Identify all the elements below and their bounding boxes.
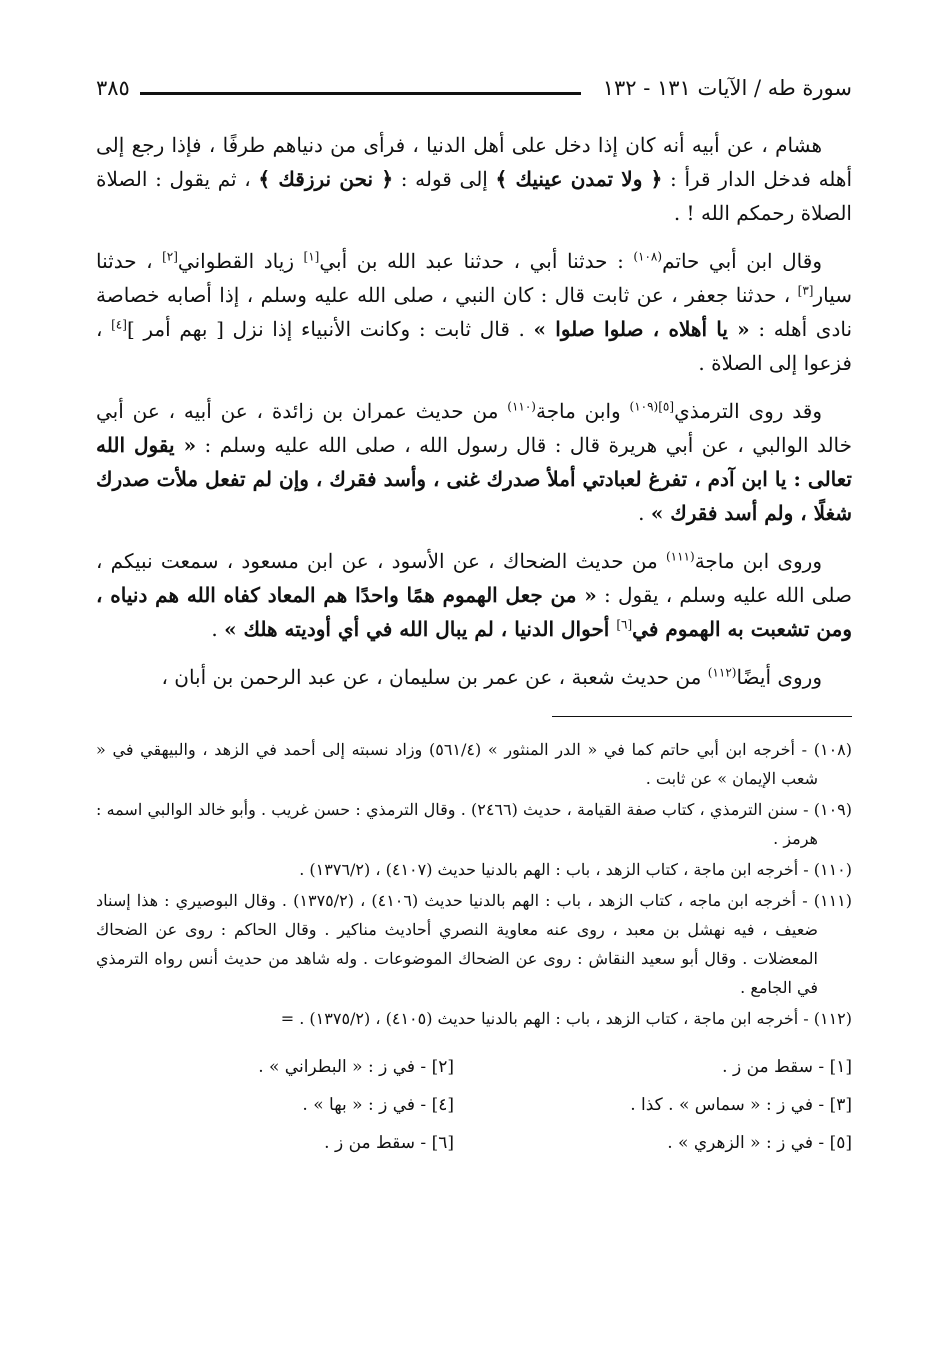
paragraph [96,660,852,694]
main-text [96,128,852,694]
text-run: وقد روى الترمذي [674,399,822,423]
footnote-separator [552,716,852,717]
manuscript-note: [٣] - في ز : « سماس » . كذا . [630,1095,852,1115]
running-header [96,68,852,108]
quoted-text: « يقول الله تعالى : يا ابن آدم ، تفرغ لعبادتي أملأ صدرك غنى ، وأسد فقرك ، وإن لم تفعل ملأت صدرك شغلًا ، ولم أسد فقرك » [96,433,852,525]
manuscript-note: [٢] - في ز : « البطراني » . [258,1057,454,1077]
note-reference: (١١١) [665,549,695,564]
paragraph [96,128,852,230]
text-run: إلى قوله : [393,167,496,191]
note-reference: (١١٢) [707,665,737,680]
paragraph [96,394,852,530]
footnotes [96,735,852,1033]
text-run: ، ثم يقول : الصلاة الصلاة رحمكم الله ! . [96,167,852,225]
quoted-text: « من جعل الهموم همًا واحدًا هم المعاد كفاه الله هم دنياه ، ومن تشعبت به الهموم في [96,583,852,641]
manuscript-note: [٥] - في ز : « الزهري » . [667,1133,852,1153]
quoted-text: « يا أهلاه ، صلوا صلوا » [533,317,750,341]
note-reference: [١] [303,249,320,264]
text-run: وروى ابن ماجة [694,549,822,573]
manuscript-notes [96,1051,852,1159]
text-run: من حديث الضحاك ، عن الأسود ، عن ابن مسعود ، سمعت نبيكم ، صلى الله عليه وسلم ، يقول : [96,549,852,607]
note-reference: [٣] [797,283,814,298]
footnote: (١٠٨) - أخرجه ابن أبي حاتم كما في « الدر المنثور » (٥٦١/٤) وزاد نسبته إلى أحمد في الزهد ، والبيهقي في « شعب الإيمان » عن ثابت . [96,740,853,788]
text-run: . قال ثابت : وكانت الأنبياء إذا نزل [ بهم أمر ] [126,317,534,341]
footnote: (١١٠) - أخرجه ابن ماجة ، كتاب الزهد ، باب : الهم بالدنيا حديث (٤١٠٧) ، (١٣٧٦/٢) . [299,860,852,879]
text-run: زياد القطواني [177,249,304,273]
page-number: ٣٨٥ [96,76,130,100]
manuscript-note: [١] - سقط من ز . [722,1057,852,1077]
text-run: من حديث شعبة ، عن عمر بن سليمان ، عن عبد الرحمن بن أبان ، [161,665,708,689]
note-reference: [٢] [162,249,178,264]
manuscript-note: [٦] - سقط من ز . [324,1133,454,1153]
note-reference: [٦] [616,617,633,632]
footnote: (١١١) - أخرجه ابن ماجه ، كتاب الزهد ، باب : الهم بالدنيا حديث (٤١٠٦) ، (١٣٧٥/٢) . وقال البوصيري : هذا إسناد ضعيف ، فيه نهشل بن معبد ، روى عنه معاوية النصري أحاديث مناكير . وقال الحاكم : روى عن الضحاك المعضلات . وقال أبو سعيد النقاش : روى عن الضحاك الموضوعات . وله شاهد من حديث أنس رواه الترمذي في الجامع . [96,891,853,997]
text-run: ، حدثنا سيار [96,249,852,307]
text-run: . [211,617,225,641]
quoted-text: ﴿ نحن نرزقك ﴾ [258,167,394,191]
footnote: (١٠٩) - سنن الترمذي ، كتاب صفة القيامة ، حديث (٢٤٦٦) . وقال الترمذي : حسن غريب . وأبو خالد الوالبي اسمه : هرمز . [96,800,852,848]
text-run: هشام ، عن أبيه أنه كان إذا دخل على أهل الدنيا ، فرأى من دنياهم طرفًا ، فإذا رجع إلى أهله فدخل الدار قرأ : [96,133,853,191]
text-run: : حدثنا أبي ، حدثنا عبد الله بن أبي [319,249,634,273]
text-run: وابن ماجة [535,399,630,423]
paragraph [96,244,852,380]
chapter-title: سورة طه / الآيات ١٣١ - ١٣٢ [602,76,852,100]
text-run: ، حدثنا جعفر ، عن ثابت قال : كان النبي ، صلى الله عليه وسلم ، إذا أصابه خصاصة نادى أهله : [96,283,853,341]
quoted-text: ﴿ ولا تمدن عينيك ﴾ [495,167,663,191]
note-reference: [٥](١٠٩) [629,399,675,414]
note-reference: (١١٠) [507,399,536,414]
text-run: وروى أيضًا [736,665,822,689]
text-run: . [638,501,651,525]
note-reference: [٤] [111,317,127,332]
quoted-text: أحوال الدنيا ، لم يبال الله في أي أوديته هلك » [224,617,617,641]
text-run: من حديث عمران بن زائدة ، عن أبيه ، عن أبي خالد الوالبي ، عن أبي هريرة قال : قال رسول الله ، صلى الله عليه وسلم : [96,399,852,457]
paragraph [96,544,852,646]
text-run: ، فزعوا إلى الصلاة . [96,317,852,375]
text-run: وقال ابن أبي حاتم [662,249,822,273]
header-rule [140,92,581,95]
note-reference: (١٠٨) [633,249,663,264]
footnote: (١١٢) - أخرجه ابن ماجة ، كتاب الزهد ، باب : الهم بالدنيا حديث (٤١٠٥) ، (١٣٧٥/٢) . = [280,1009,852,1028]
manuscript-note: [٤] - في ز : « بها » . [302,1095,454,1115]
